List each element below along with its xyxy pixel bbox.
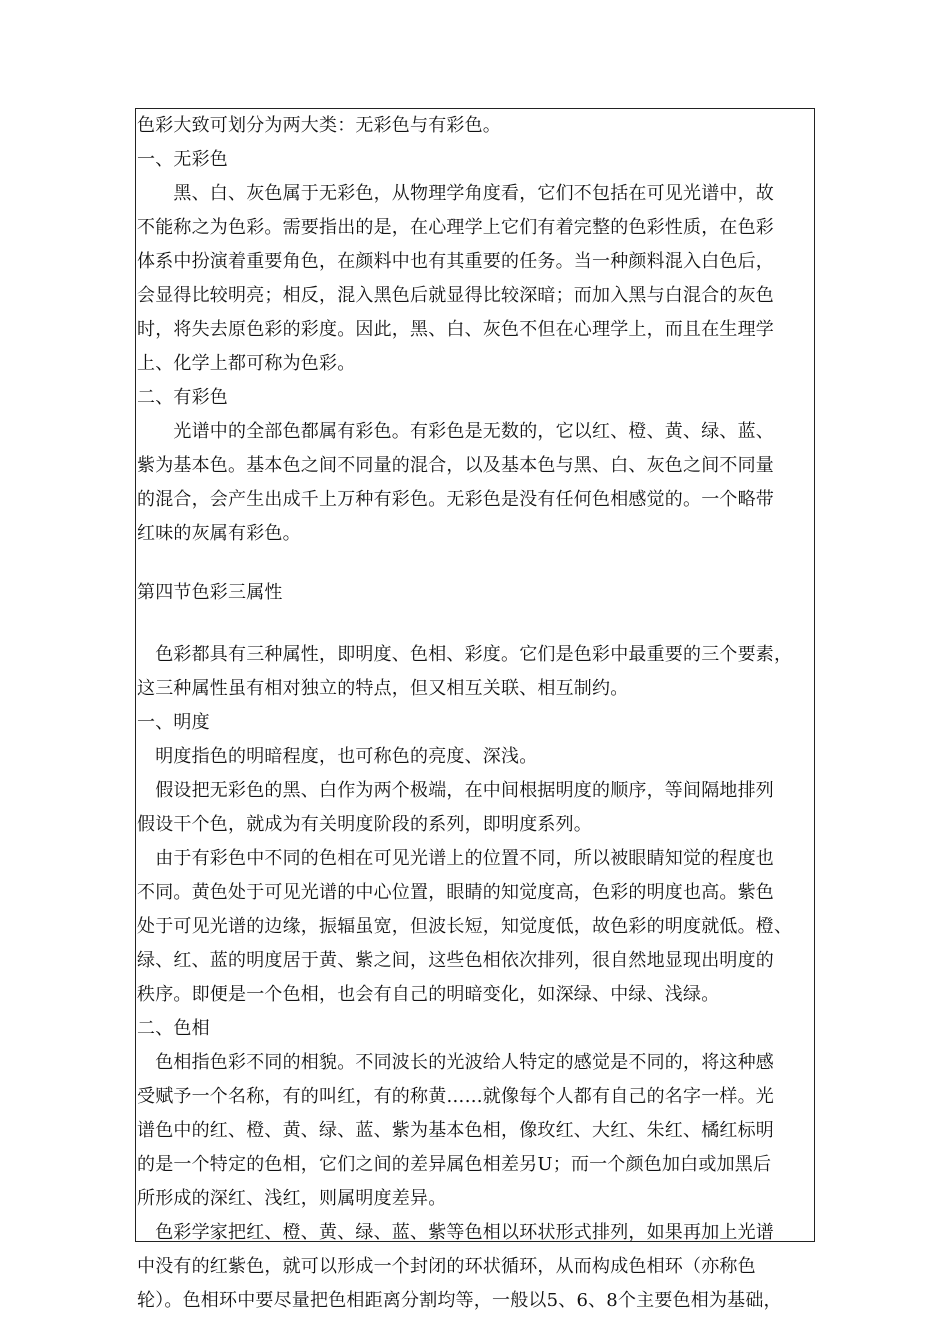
text-line: 受赋予一个名称，有的叫红，有的称黄……就像每个人都有自己的名字一样。光: [137, 1086, 774, 1107]
text-line: 光谱中的全部色都属有彩色。有彩色是无数的，它以红、橙、黄、绿、蓝、: [137, 421, 774, 442]
text-line: 色彩大致可划分为两大类：无彩色与有彩色。: [137, 115, 501, 136]
text-line: 不能称之为色彩。需要指出的是，在心理学上它们有着完整的色彩性质，在色彩: [137, 217, 774, 238]
section-heading: 一、无彩色: [137, 149, 228, 170]
text-line: 时，将失去原色彩的彩度。因此，黑、白、灰色不但在心理学上，而且在生理学: [137, 319, 774, 340]
text-line: 假设把无彩色的黑、白作为两个极端，在中间根据明度的顺序，等间隔地排列: [137, 780, 774, 801]
text-line: 所形成的深红、浅红，则属明度差异。: [137, 1188, 447, 1209]
text-line: 秩序。即便是一个色相，也会有自己的明暗变化，如深绿、中绿、浅绿。: [137, 984, 720, 1005]
text-line: 的是一个特定的色相，它们之间的差异属色相差另U；而一个颜色加白或加黑后: [137, 1154, 772, 1175]
text-line: 体系中扮演着重要角色，在颜料中也有其重要的任务。当一种颜料混入白色后，: [137, 251, 774, 272]
text-line: 处于可见光谱的边缘，振辐虽宽，但波长短，知觉度低，故色彩的明度就低。橙、: [137, 916, 793, 937]
chapter-heading: 第四节色彩三属性: [137, 582, 283, 603]
text-line: 轮）。色相环中要尽量把色相距离分割均等，一般以5、6、8个主要色相为基础，: [137, 1290, 782, 1311]
section-heading: 二、色相: [137, 1018, 210, 1039]
text-line: 中没有的红紫色，就可以形成一个封闭的环状循环，从而构成色相环（亦称色: [137, 1256, 756, 1277]
text-line: 假设干个色，就成为有关明度阶段的系列，即明度系列。: [137, 814, 592, 835]
text-line: 明度指色的明暗程度，也可称色的亮度、深浅。: [137, 746, 538, 767]
text-line: 色彩都具有三种属性，即明度、色相、彩度。它们是色彩中最重要的三个要素，: [137, 644, 793, 665]
text-line: 不同。黄色处于可见光谱的中心位置，眼睛的知觉度高，色彩的明度也高。紫色: [137, 882, 774, 903]
text-line: 黑、白、灰色属于无彩色，从物理学角度看，它们不包括在可见光谱中，故: [137, 183, 774, 204]
section-heading: 一、明度: [137, 712, 210, 733]
text-line: 色彩学家把红、橙、黄、绿、蓝、紫等色相以环状形式排列，如果再加上光谱: [137, 1222, 774, 1243]
text-line: 色相指色彩不同的相貌。不同波长的光波给人特定的感觉是不同的，将这种感: [137, 1052, 774, 1073]
text-line: 谱色中的红、橙、黄、绿、蓝、紫为基本色相，像玫红、大红、朱红、橘红标明: [137, 1120, 774, 1141]
text-line: 紫为基本色。基本色之间不同量的混合，以及基本色与黑、白、灰色之间不同量: [137, 455, 774, 476]
section-heading: 二、有彩色: [137, 387, 228, 408]
text-line: 绿、红、蓝的明度居于黄、紫之间，这些色相依次排列，很自然地显现出明度的: [137, 950, 774, 971]
text-line: 这三种属性虽有相对独立的特点，但又相互关联、相互制约。: [137, 678, 629, 699]
text-line: 红味的灰属有彩色。: [137, 523, 301, 544]
text-line: 上、化学上都可称为色彩。: [137, 353, 356, 374]
text-line: 由于有彩色中不同的色相在可见光谱上的位置不同，所以被眼睛知觉的程度也: [137, 848, 774, 869]
text-line: 会显得比较明亮；相反，混入黑色后就显得比较深暗；而加入黑与白混合的灰色: [137, 285, 774, 306]
text-line: 的混合，会产生出成千上万种有彩色。无彩色是没有任何色相感觉的。一个略带: [137, 489, 774, 510]
